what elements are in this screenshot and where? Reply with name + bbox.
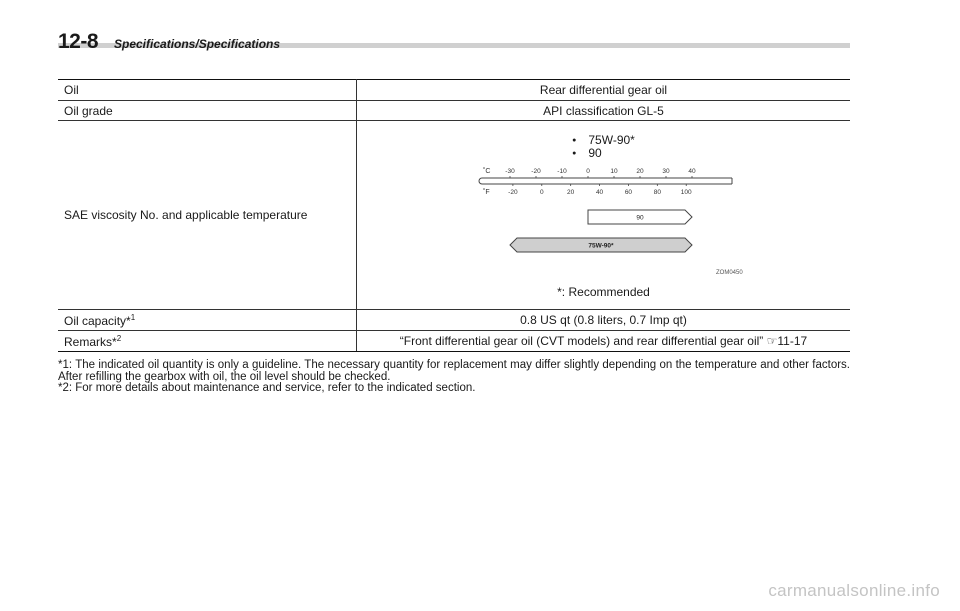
celsius-tick-label: -20 [530,168,541,175]
page-header [58,30,850,54]
fahrenheit-tick-label: 100 [680,189,692,196]
row-label: Oil grade [58,101,357,121]
row-value: Rear differential gear oil [357,80,851,101]
footnote-1: *1: The indicated oil quantity is only a guideline. The necessary quantity for replacement may differ slightly depending on the temperature and other factors. After refilling the gearbox with oil, the oil level should be checked. [58,359,850,383]
celsius-tick-label: 20 [635,168,644,175]
footnote-marker: 2 [116,333,122,343]
fahrenheit-tick-label: 40 [595,189,603,196]
celsius-tick-label: 0 [585,168,590,175]
row-value: 0.8 US qt (0.8 liters, 0.7 Imp qt) [357,310,851,331]
viscosity-cell [357,121,851,310]
fahrenheit-tick-label: 0 [539,189,544,196]
page-number: 12-8 [58,30,99,53]
fahrenheit-tick-label: 80 [653,189,661,196]
row-label: SAE viscosity No. and applicable temperature [58,121,357,310]
recommended-note: *: Recommended [557,285,650,299]
thermometer-bulb [479,178,482,184]
celsius-tick-label: 30 [661,168,670,175]
viscosity-bars [510,210,692,252]
celsius-ticks [505,168,696,178]
list-item: ● 90 [572,147,635,160]
figure-code: ZOM0450 [715,270,743,276]
table-row [58,331,850,352]
row-label [58,310,357,331]
table-row [58,121,850,310]
viscosity-bar-label: 75W-90* [587,242,614,250]
viscosity-temperature-diagram [454,164,754,282]
table-row [58,310,850,331]
fahrenheit-unit: ˚F [482,189,490,196]
site-watermark: carmanualsonline.info [768,581,940,600]
celsius-unit: ˚C [482,168,490,175]
spec-table [58,79,850,352]
fahrenheit-tick-label: 60 [624,189,632,196]
viscosity-bar-label: 90 [635,214,644,222]
row-label-text: Oil capacity* [64,313,131,328]
footnotes [58,360,850,395]
fahrenheit-tick-label: -20 [507,189,518,196]
row-label: Oil [58,80,357,101]
section-title: Specifications/Specifications [114,37,281,51]
viscosity-list [572,134,635,160]
celsius-tick-label: -30 [504,168,515,175]
row-value: API classification GL-5 [357,101,851,121]
footnote-marker: 1 [130,312,136,322]
table-row [58,101,850,121]
celsius-tick-label: 40 [687,168,696,175]
fahrenheit-ticks [508,184,692,196]
fahrenheit-tick-label: 20 [566,189,574,196]
table-row [58,80,850,101]
row-label-text: Remarks* [64,334,117,349]
footnote-2: *2: For more details about maintenance and service, refer to the indicated section. [58,382,476,394]
row-value: “Front differential gear oil (CVT models) and rear differential gear oil” ☞11-17 [357,331,851,352]
list-item: ● 75W-90* [572,134,635,147]
celsius-tick-label: 10 [609,168,618,175]
row-label [58,331,357,352]
celsius-tick-label: -10 [556,168,567,175]
